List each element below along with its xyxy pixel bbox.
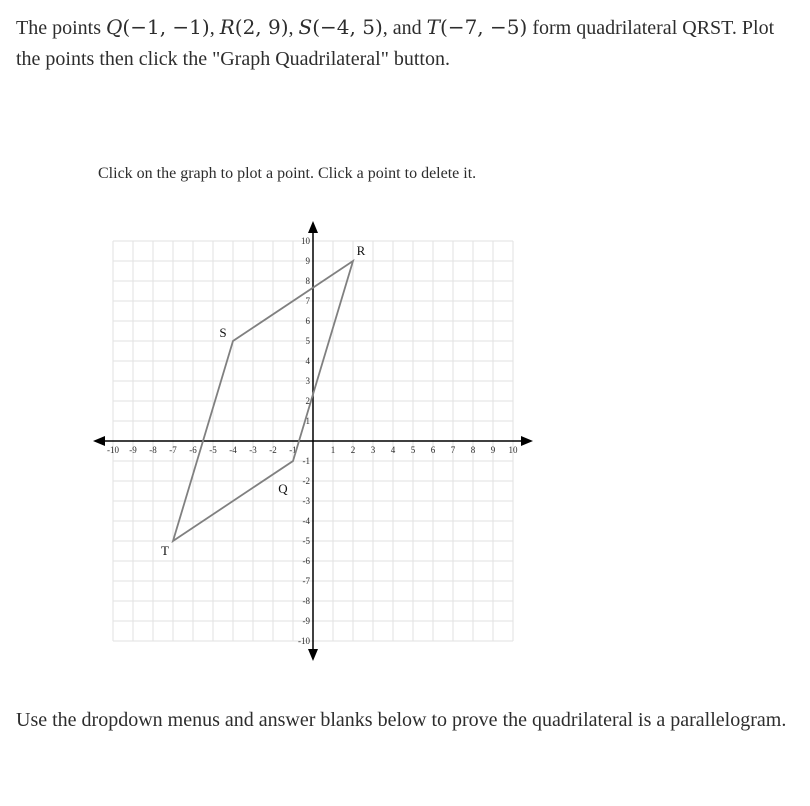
y-axis-arrow-down	[308, 649, 318, 661]
y-tick-label: 6	[305, 316, 310, 326]
y-tick-label: -3	[302, 496, 310, 506]
point-label-s[interactable]: S	[219, 325, 227, 340]
x-tick-label: -10	[107, 445, 119, 455]
x-tick-label: 8	[470, 445, 476, 455]
graph-instruction: Click on the graph to plot a point. Click a point to delete it.	[98, 165, 477, 182]
x-tick-label: 1	[330, 445, 336, 455]
x-tick-label: 6	[430, 445, 436, 455]
problem-lead: The points	[16, 17, 101, 39]
x-tick-label: 7	[450, 445, 456, 455]
x-tick-label: -8	[149, 445, 157, 455]
y-tick-label: 3	[305, 376, 310, 386]
y-tick-label: -5	[302, 536, 310, 546]
x-tick-label: -1	[289, 445, 297, 455]
y-tick-label: -9	[302, 616, 310, 626]
x-tick-label: -9	[129, 445, 137, 455]
x-tick-label: -7	[169, 445, 177, 455]
point-r-name: R	[219, 15, 235, 39]
x-tick-label: 2	[350, 445, 356, 455]
y-tick-label: -6	[302, 556, 310, 566]
y-tick-label: 9	[305, 256, 310, 266]
y-tick-label: 5	[305, 336, 310, 346]
x-tick-label: -4	[229, 445, 237, 455]
x-tick-label: -3	[249, 445, 257, 455]
x-tick-label: -5	[209, 445, 217, 455]
x-tick-label: -6	[189, 445, 197, 455]
y-tick-label: -7	[302, 576, 310, 586]
x-axis-arrow-right	[521, 436, 533, 446]
y-tick-label: -10	[298, 636, 310, 646]
x-tick-label: 4	[390, 445, 396, 455]
point-t-coords: (−7, −5)	[440, 15, 528, 39]
y-tick-label: 2	[305, 396, 310, 406]
x-tick-label: 9	[490, 445, 496, 455]
footer-instruction: Use the dropdown menus and answer blanks below to prove the quadrilateral is a parallelogram.	[16, 709, 787, 731]
problem-form-text: form quadrilateral QRST. Plot the points then click the "Graph Quadrilateral" button.	[16, 17, 775, 70]
sep-2: ,	[288, 17, 294, 39]
y-tick-label: 10	[301, 236, 310, 246]
point-q-name: Q	[106, 15, 123, 39]
y-tick-label: 7	[305, 296, 310, 306]
y-tick-label: -1	[302, 456, 310, 466]
point-label-q[interactable]: Q	[278, 481, 288, 496]
point-s-coords: (−4, 5)	[312, 15, 383, 39]
point-label-t[interactable]: T	[161, 543, 169, 558]
y-tick-label: -4	[302, 516, 310, 526]
y-tick-label: 8	[305, 276, 310, 286]
y-tick-label: -2	[302, 476, 310, 486]
y-tick-label: 1	[305, 416, 310, 426]
point-q-coords: (−1, −1)	[122, 15, 210, 39]
x-tick-label: -2	[269, 445, 277, 455]
point-s-name: S	[298, 15, 313, 39]
point-r-coords: (2, 9)	[234, 15, 289, 39]
sep-3: , and	[382, 17, 422, 39]
point-t-name: T	[426, 15, 441, 39]
x-tick-label: 5	[410, 445, 416, 455]
x-tick-label: 3	[370, 445, 376, 455]
x-tick-label: 10	[508, 445, 518, 455]
y-axis-arrow-up	[308, 221, 318, 233]
sep-1: ,	[209, 17, 215, 39]
x-axis-arrow-left	[93, 436, 105, 446]
y-tick-label: 4	[305, 356, 310, 366]
point-label-r[interactable]: R	[356, 243, 366, 258]
y-tick-label: -8	[302, 596, 310, 606]
